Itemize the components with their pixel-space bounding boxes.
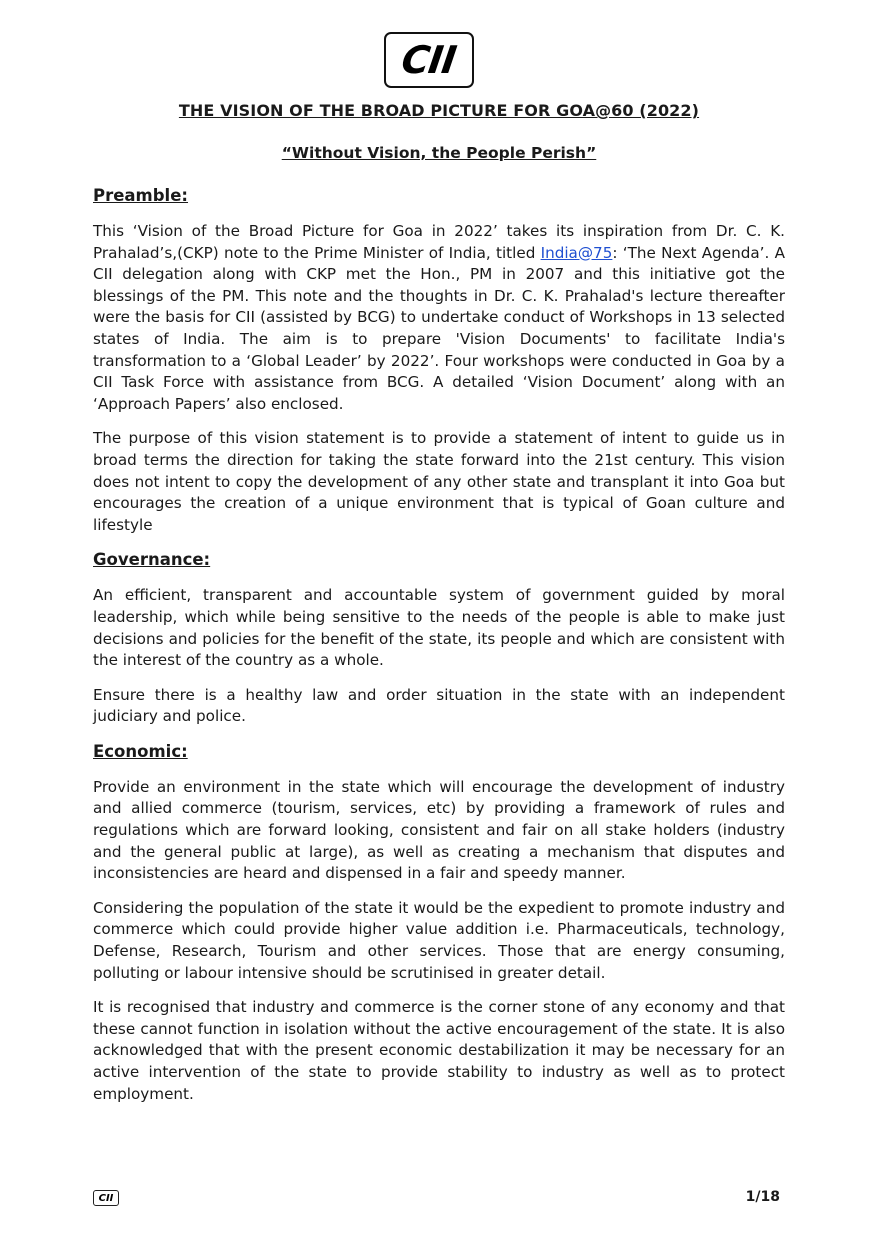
- economic-paragraph-3: It is recognised that industry and commerce is the corner stone of any economy and that these cannot function in isolation without the active encouragement of the state. It is also acknowledged that with the present economic destabilization it may be necessary for an active intervention of the state to provide stability to industry as well as to protect employment.: [93, 998, 785, 1103]
- document-body: [93, 185, 785, 1118]
- preamble-heading: Preamble:: [93, 186, 189, 205]
- footer-logo-text: CII: [98, 1192, 114, 1204]
- preamble-p1-text-a: This ‘Vision of the Broad Picture for Goa in 2022’ takes its inspiration from Dr. C. K. Prahalad’s,(CKP) note to the Prime Minister of India, titled: [93, 222, 785, 262]
- cii-logo: [384, 32, 474, 88]
- document-subtitle: “Without Vision, the People Perish”: [281, 144, 597, 162]
- economic-paragraph-2: Considering the population of the state it would be the expedient to promote industry and commerce which could provide higher value addition i.e. Pharmaceuticals, technology, Defense, Research, Tourism and other services. Those that are energy consuming, polluting or labour intensive should be scrutinised in greater detail.: [93, 898, 785, 982]
- page-number: 1/18: [745, 1189, 780, 1205]
- document-title: THE VISION OF THE BROAD PICTURE FOR GOA@60 (2022): [178, 101, 700, 120]
- cii-logo-text: CII: [399, 38, 459, 82]
- preamble-paragraph-1: [93, 221, 785, 415]
- governance-heading: Governance:: [93, 550, 211, 570]
- economic-paragraph-1: Provide an environment in the state which will encourage the development of industry and allied commerce (tourism, services, etc) by providing a framework of rules and regulations which are forward looking, consistent and fair on all stake holders (industry and the general public at large), as well as creating a mechanism that disputes and inconsistencies are heard and dispensed in a fair and speedy manner.: [93, 777, 785, 883]
- governance-paragraph-2: Ensure there is a healthy law and order situation in the state with an independent judiciary and police.: [93, 685, 785, 726]
- governance-paragraph-1: An efficient, transparent and accountable system of government guided by moral leadership, which while being sensitive to the needs of the people is able to make just decisions and policies for the benefit of the state, its people and which are consistent with the interest of the country as a whole.: [93, 586, 785, 670]
- economic-heading: Economic:: [93, 741, 188, 761]
- footer-cii-logo: [93, 1190, 119, 1206]
- preamble-p1-text-b: : ‘The Next Agenda’. A CII delegation along with CKP met the Hon., PM in 2007 and this initiative got the blessings of the PM. This note and the thoughts in Dr. C. K. Prahalad's lecture thereafter were the basis for CII (assisted by BCG) to undertake conduct of Workshops in 13 selected states of India. The aim is to prepare 'Vision Documents' to facilitate India's transformation to a ‘Global Leader’ by 2022’. Four workshops were conducted in Goa by a CII Task Force with assistance from BCG. A detailed ‘Vision Document’ along with an ‘Approach Papers’ also enclosed.: [93, 243, 785, 413]
- preamble-paragraph-2: The purpose of this vision statement is to provide a statement of intent to guide us in broad terms the direction for taking the state forward into the 21st century. This vision does not intent to copy the development of any other state and transplant it into Goa but encourages the creation of a unique environment that is typical of Goan culture and lifestyle: [93, 429, 785, 534]
- india-at-75-link[interactable]: India@75: [540, 243, 613, 262]
